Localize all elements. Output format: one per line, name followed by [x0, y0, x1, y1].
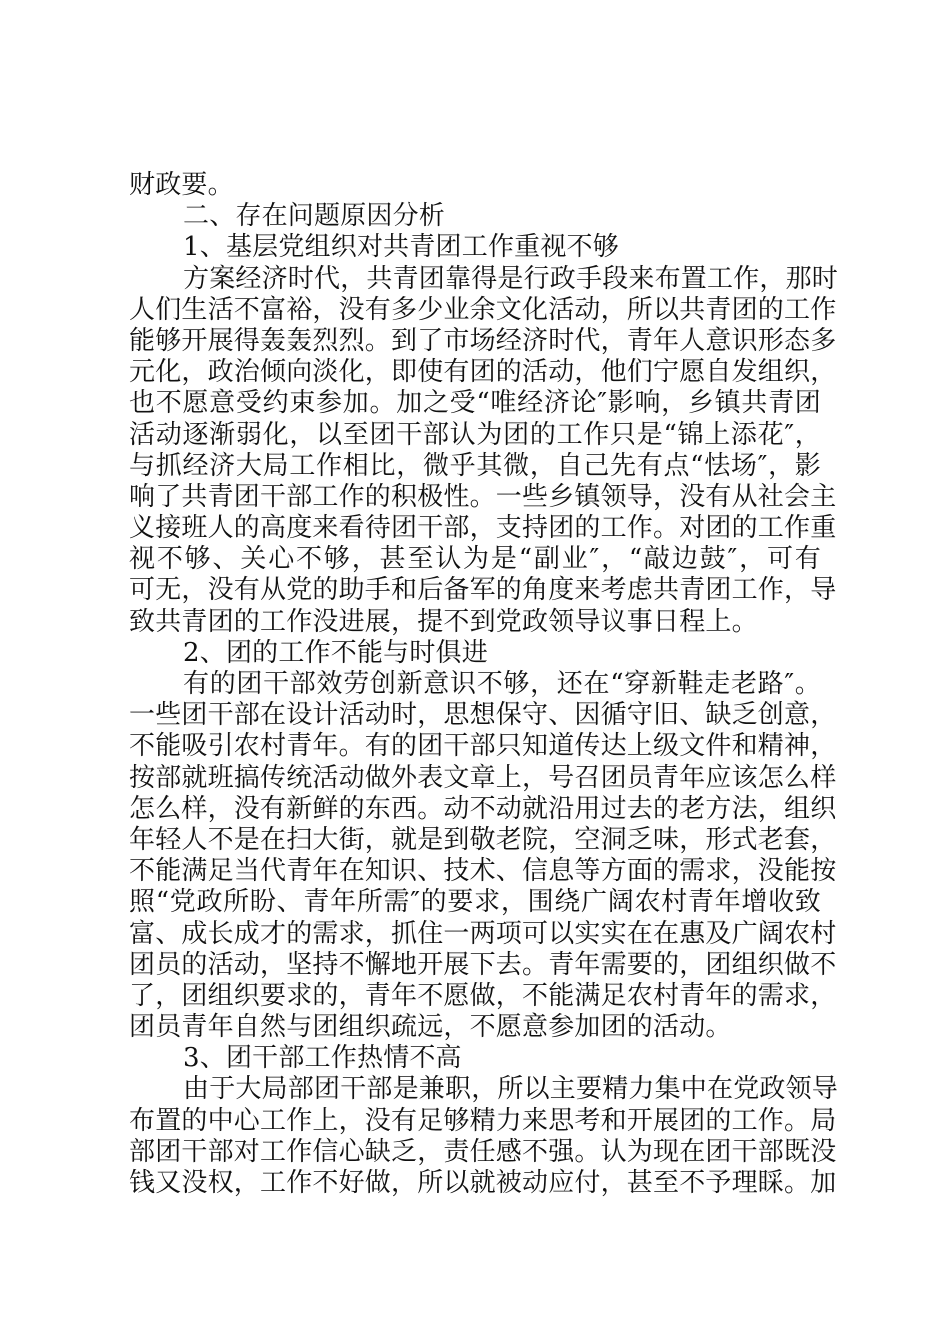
text-line: 团员青年自然与团组织疏远，不愿意参加团的活动。	[129, 1012, 732, 1043]
text-line: 义接班人的高度来看待团干部，支持团的工作。对团的工作重	[129, 513, 837, 544]
text-line: 照“党政所盼、青年所需″的要求，围绕广阔农村青年增收致	[129, 887, 821, 918]
text-line: 由于大局部团干部是兼职，所以主要精力集中在党政领导	[183, 1074, 839, 1105]
text-line: 1、基层党组织对共青团工作重视不够	[183, 232, 619, 263]
text-line: 不能吸引农村青年。有的团干部只知道传达上级文件和精神，	[129, 731, 837, 762]
text-line: 财政要。	[129, 170, 234, 200]
document-body	[129, 170, 839, 1199]
text-line: 二、存在问题原因分析	[183, 201, 446, 232]
text-line: 视不够、关心不够，甚至认为是“副业″，“敲边鼓″，可有	[129, 544, 821, 575]
text-line: 2、团的工作不能与时俱进	[183, 637, 488, 668]
text-line: 有的团干部效劳创新意识不够，还在“穿新鞋走老路″。	[183, 669, 821, 699]
text-line: 3、团干部工作热情不高	[183, 1043, 462, 1074]
text-line: 钱又没权，工作不好做，所以就被动应付，甚至不予理睬。加	[129, 1168, 837, 1198]
text-line: 部团干部对工作信心缺乏，责任感不强。认为现在团干部既没	[129, 1136, 837, 1167]
text-line: 怎么样，没有新鲜的东西。动不动就沿用过去的老方法，组织	[129, 793, 837, 824]
text-line: 富、成长成才的需求，抓住一两项可以实实在在惠及广阔农村	[129, 918, 837, 949]
text-line: 与抓经济大局工作相比，微乎其微，自己先有点“怯场″，影	[129, 450, 821, 481]
text-line: 人们生活不富裕，没有多少业余文化活动，所以共青团的工作	[129, 294, 837, 325]
text-line: 按部就班搞传统活动做外表文章上，号召团员青年应该怎么样	[129, 762, 837, 793]
text-line: 一些团干部在设计活动时，思想保守、因循守旧、缺乏创意，	[129, 700, 837, 731]
text-line: 年轻人不是在扫大街，就是到敬老院，空洞乏味，形式老套，	[129, 824, 837, 855]
text-line: 致共青团的工作没进展，提不到党政领导议事日程上。	[129, 606, 758, 637]
text-line: 响了共青团干部工作的积极性。一些乡镇领导，没有从社会主	[129, 481, 837, 512]
text-line: 团员的活动，坚持不懈地开展下去。青年需要的，团组织做不	[129, 949, 837, 980]
text-line: 可无，没有从党的助手和后备军的角度来考虑共青团工作，导	[129, 575, 837, 606]
text-line: 能够开展得轰轰烈烈。到了市场经济时代，青年人意识形态多	[129, 325, 837, 356]
text-line: 方案经济时代，共青团靠得是行政手段来布置工作，那时	[183, 263, 839, 294]
text-line: 也不愿意受约束参加。加之受“唯经济论″影响，乡镇共青团	[129, 388, 821, 419]
text-line: 元化，政治倾向淡化，即使有团的活动，他们宁愿自发组织，	[129, 357, 837, 388]
text-line: 了，团组织要求的，青年不愿做，不能满足农村青年的需求，	[129, 980, 837, 1011]
text-line: 不能满足当代青年在知识、技术、信息等方面的需求，没能按	[129, 856, 837, 887]
text-line: 布置的中心工作上，没有足够精力来思考和开展团的工作。局	[129, 1105, 837, 1136]
text-line: 活动逐渐弱化，以至团干部认为团的工作只是“锦上添花″，	[129, 419, 821, 450]
